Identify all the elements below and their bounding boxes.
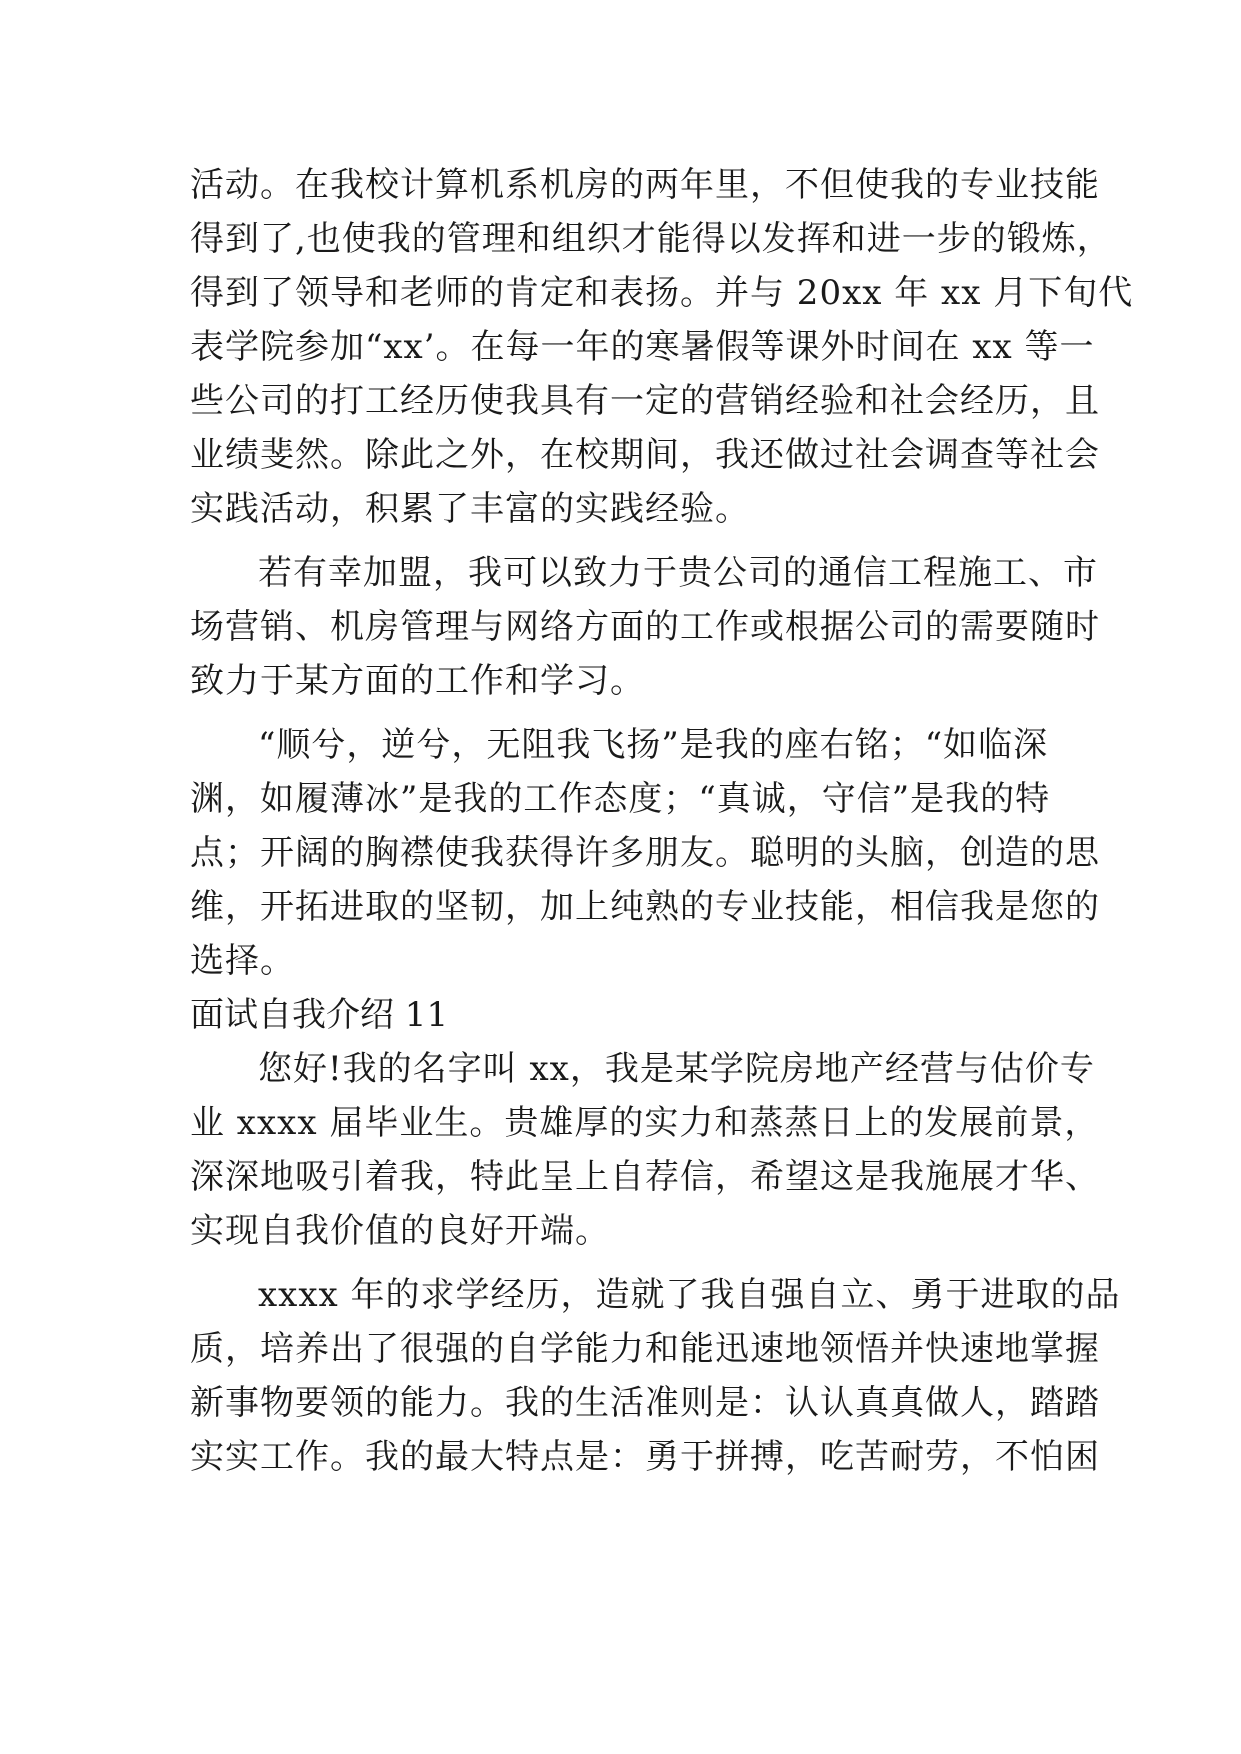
paragraph-line: 得到了领导和老师的肯定和表扬。并与 20xx 年 xx 月下旬代 [190, 273, 1134, 313]
document-body [190, 158, 1134, 1484]
paragraph-line: 实现自我价值的良好开端。 [190, 1211, 610, 1251]
paragraph-line: 业绩斐然。除此之外，在校期间，我还做过社会调查等社会 [190, 435, 1100, 475]
paragraph-line: 场营销、机房管理与网络方面的工作或根据公司的需要随时 [190, 607, 1100, 647]
paragraph-line: 深深地吸引着我，特此呈上自荐信，希望这是我施展才华、 [190, 1157, 1100, 1197]
paragraph-line: 实践活动，积累了丰富的实践经验。 [190, 489, 750, 529]
paragraph-line: 若有幸加盟，我可以致力于贵公司的通信工程施工、市 [258, 553, 1098, 593]
section-heading: 面试自我介绍 11 [190, 995, 449, 1035]
paragraph-line: xxxx 年的求学经历，造就了我自强自立、勇于进取的品 [258, 1275, 1121, 1315]
paragraph-line: “顺兮，逆兮，无阻我飞扬”是我的座右铭；“如临深 [258, 725, 1049, 765]
paragraph-line: 实实工作。我的最大特点是：勇于拼搏，吃苦耐劳，不怕困 [190, 1437, 1100, 1477]
paragraph-line: 点；开阔的胸襟使我获得许多朋友。聪明的头脑，创造的思 [190, 833, 1100, 873]
paragraph-line: 业 xxxx 届毕业生。贵雄厚的实力和蒸蒸日上的发展前景， [190, 1103, 1100, 1143]
paragraph-line: 选择。 [190, 941, 295, 981]
paragraph-line: 您好!我的名字叫 xx，我是某学院房地产经营与估价专 [258, 1049, 1095, 1089]
paragraph-line: 表学院参加“xx’。在每一年的寒暑假等课外时间在 xx 等一 [190, 327, 1095, 367]
paragraph-line: 得到了,也使我的管理和组织才能得以发挥和进一步的锻炼， [190, 219, 1112, 259]
paragraph-line: 维，开拓进取的坚韧，加上纯熟的专业技能，相信我是您的 [190, 887, 1100, 927]
paragraph-line: 致力于某方面的工作和学习。 [190, 661, 645, 701]
paragraph-line: 渊，如履薄冰”是我的工作态度；“真诚，守信”是我的特 [190, 779, 1051, 819]
paragraph-line: 些公司的打工经历使我具有一定的营销经验和社会经历，且 [190, 381, 1100, 421]
paragraph-line: 质，培养出了很强的自学能力和能迅速地领悟并快速地掌握 [190, 1329, 1100, 1369]
paragraph-line: 活动。在我校计算机系机房的两年里，不但使我的专业技能 [190, 165, 1100, 205]
paragraph-line: 新事物要领的能力。我的生活准则是：认认真真做人，踏踏 [190, 1383, 1100, 1423]
